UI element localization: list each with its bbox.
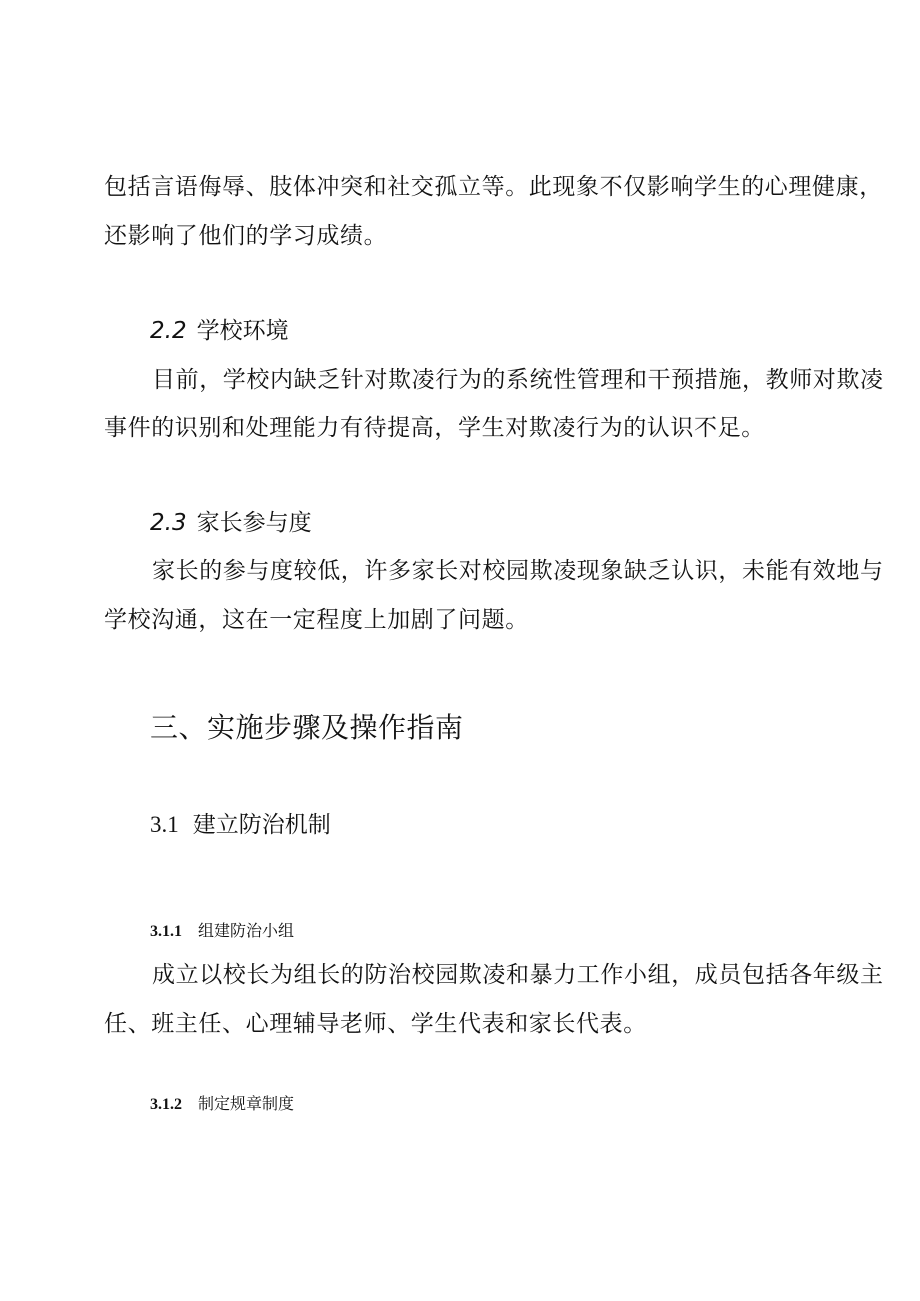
section-title: 家长参与度	[196, 510, 312, 536]
paragraph-line: 事件的识别和处理能力有待提高，学生对欺凌行为的认识不足。	[104, 415, 765, 441]
subsection-title: 组建防治小组	[198, 921, 295, 940]
section-heading-2-3	[150, 508, 312, 538]
subsection-number: 3.1.1	[150, 923, 182, 940]
subsection-title: 制定规章制度	[198, 1094, 295, 1113]
subsection-heading-3-1-1	[150, 920, 294, 943]
paragraph-line: 学校沟通，这在一定程度上加剧了问题。	[104, 607, 529, 633]
section-heading-2-2	[150, 316, 289, 346]
chapter-heading-3: 三、实施步骤及操作指南	[150, 711, 464, 744]
paragraph-line: 家长的参与度较低，许多家长对校园欺凌现象缺乏认识，未能有效地与	[152, 558, 884, 584]
paragraph-line: 包括言语侮辱、肢体冲突和社交孤立等。此现象不仅影响学生的心理健康，	[104, 174, 883, 200]
section-title: 学校环境	[196, 318, 289, 344]
paragraph-line: 目前，学校内缺乏针对欺凌行为的系统性管理和干预措施，教师对欺凌	[152, 367, 884, 393]
subsection-heading-3-1-2	[150, 1093, 294, 1116]
section-number: 2.2	[150, 318, 187, 344]
section-heading-3-1	[150, 810, 331, 840]
section-number: 2.3	[150, 510, 187, 536]
section-title: 建立防治机制	[192, 812, 331, 838]
paragraph-line: 任、班主任、心理辅导老师、学生代表和家长代表。	[104, 1011, 647, 1037]
subsection-number: 3.1.2	[150, 1096, 182, 1113]
paragraph-line: 还影响了他们的学习成绩。	[104, 223, 388, 249]
paragraph-line: 成立以校长为组长的防治校园欺凌和暴力工作小组，成员包括各年级主	[152, 962, 884, 988]
section-number: 3.1	[150, 812, 179, 837]
